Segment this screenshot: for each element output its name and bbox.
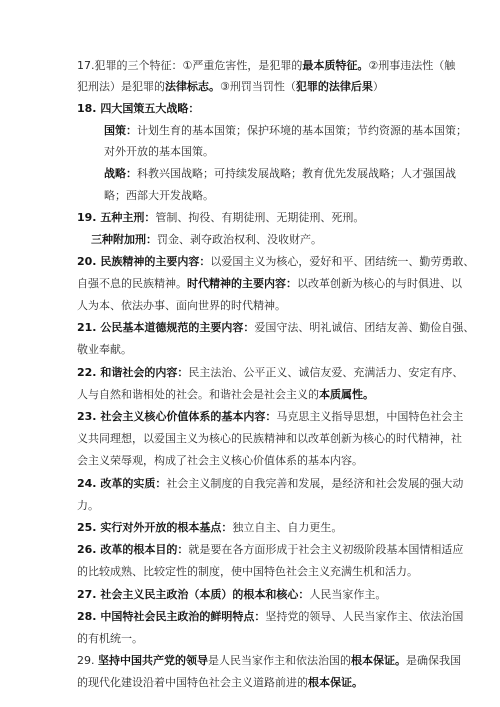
bold-text: 25. 实行对外开放的根本基点：: [77, 521, 233, 534]
text-line: [77, 273, 490, 295]
bold-text: 28. 中国特社会民主政治的鲜明特点：: [77, 610, 266, 623]
text-line: [77, 428, 490, 450]
text-span: 就是要在各方面形成于社会主义初级阶段基本国情相适应: [188, 543, 464, 556]
text-line: [77, 650, 490, 672]
text-span: 是确保我国: [406, 654, 461, 667]
text-span: 坚持党的领导、人民当家作主、依法治国: [265, 610, 464, 623]
text-line: [104, 120, 490, 142]
text-span: 人民当家作主。: [309, 588, 387, 601]
text-span: 29.: [77, 654, 98, 667]
text-line: [77, 362, 490, 384]
bold-text: 最本质特征。: [302, 59, 369, 72]
bold-text: 犯罪的法律后果: [295, 80, 373, 93]
bold-text: 19. 五种主刑：: [77, 211, 156, 224]
bold-text: 24. 改革的实质：: [77, 477, 167, 490]
text-line: [77, 98, 490, 120]
text-line: [77, 55, 490, 77]
text-span: 科教兴国战略；可持续发展战略；教育优先发展战略；人才强国战: [137, 167, 456, 180]
text-span: ②刑事违法性（触: [368, 59, 456, 72]
bold-text: 三种附加刑：: [91, 233, 157, 246]
text-span: 的比较成熟、比较定性的制度，使中国特色社会主义充满生机和活力。: [77, 565, 418, 578]
text-span: 罚金、剥夺政治权利、没收财产。: [157, 233, 322, 246]
text-line: [77, 317, 490, 339]
text-line: [77, 207, 490, 229]
text-line: [77, 251, 490, 273]
bold-text: 时代精神的主要内容：: [187, 277, 297, 290]
text-span: 爱国守法、明礼诚信、团结友善、勤俭自强、: [254, 321, 475, 334]
text-span: 以改革创新为核心的与时俱进、以: [297, 277, 462, 290]
text-span: 民主法治、公平正义、诚信友爱、充满活力、安定有序、: [188, 366, 464, 379]
bold-text: 根本保证。: [308, 676, 363, 689]
text-line: [77, 539, 490, 561]
text-span: 略；西部大开发战略。: [104, 189, 214, 202]
bold-text: 18. 四大国策五大战略：: [77, 102, 200, 115]
text-line: [91, 229, 490, 251]
text-span: 人为本、依法办事、面向世界的时代精神。: [77, 299, 286, 312]
text-span: 的有机统一。: [77, 632, 143, 645]
text-span: 犯刑法）是犯罪的: [77, 80, 165, 93]
bold-text: 根本保证。: [351, 654, 406, 667]
text-line: [77, 628, 490, 650]
bold-text: 22. 和谐社会的内容：: [77, 366, 189, 379]
text-span: 社会主义制度的自我完善和发展，是经济和社会发展的强大动: [166, 477, 464, 490]
text-span: 管制、拘役、有期徒刑、无期徒刑、死刑。: [155, 211, 365, 224]
text-span: 敬业奉献。: [77, 343, 132, 356]
bold-text: 23. 社会主义核心价值体系的基本内容：: [77, 410, 277, 423]
text-span: ③刑罚当罚性（: [220, 80, 296, 93]
bold-text: 21. 公民基本道德规范的主要内容：: [77, 321, 255, 334]
text-span: 义共同理想，以爱国主义为核心的民族精神和以改革创新为核心的时代精神，社: [77, 432, 462, 445]
text-span: 计划生育的基本国策；保护环境的基本国策；节约资源的基本国策；: [137, 124, 467, 137]
text-line: [77, 76, 490, 98]
text-line: [77, 495, 490, 517]
text-line: [77, 384, 490, 406]
text-span: 17.犯罪的三个特征：①严重危害性，是犯罪的: [77, 59, 303, 72]
text-line: [104, 185, 490, 207]
bold-text: 26. 改革的根本目的：: [77, 543, 189, 556]
text-span: 独立自主、自力更生。: [232, 521, 343, 534]
bold-text: 坚持中国共产党的领导: [98, 654, 208, 667]
bold-text: 27. 社会主义民主政治（本质）的根本和核心：: [77, 588, 310, 601]
text-span: 以爱国主义为核心，爱好和平、团结统一、勤劳勇敢、: [210, 255, 475, 268]
text-line: [104, 163, 490, 185]
text-line: [77, 517, 490, 539]
text-span: 的现代化建设沿着中国特色社会主义道路前进的: [77, 676, 308, 689]
text-line: [104, 141, 490, 163]
bold-text: 国策：: [104, 124, 137, 137]
bold-text: 战略：: [104, 167, 137, 180]
text-span: 会主义荣辱观，构成了社会主义核心价值体系的基本内容。: [77, 454, 363, 467]
text-line: [77, 406, 490, 428]
text-line: [77, 584, 490, 606]
text-line: [77, 672, 490, 694]
text-line: [77, 561, 490, 583]
text-line: [77, 295, 490, 317]
text-span: ）: [372, 80, 384, 93]
bold-text: 法律标志。: [165, 80, 220, 93]
text-line: [77, 450, 490, 472]
text-span: 力。: [77, 499, 99, 512]
bold-text: 20. 民族精神的主要内容：: [77, 255, 211, 268]
text-span: 马克思主义指导思想，中国特色社会主: [276, 410, 464, 423]
bold-text: 本质属性。: [319, 388, 374, 401]
text-line: [77, 606, 490, 628]
text-line: [77, 473, 490, 495]
text-span: 对外开放的基本国策。: [104, 145, 214, 158]
text-span: 自强不息的民族精神。: [77, 277, 187, 290]
text-line: [77, 339, 490, 361]
text-span: 人与自然和谐相处的社会。和谐社会是社会主义的: [77, 388, 319, 401]
text-span: 是人民当家作主和依法治国的: [208, 654, 351, 667]
